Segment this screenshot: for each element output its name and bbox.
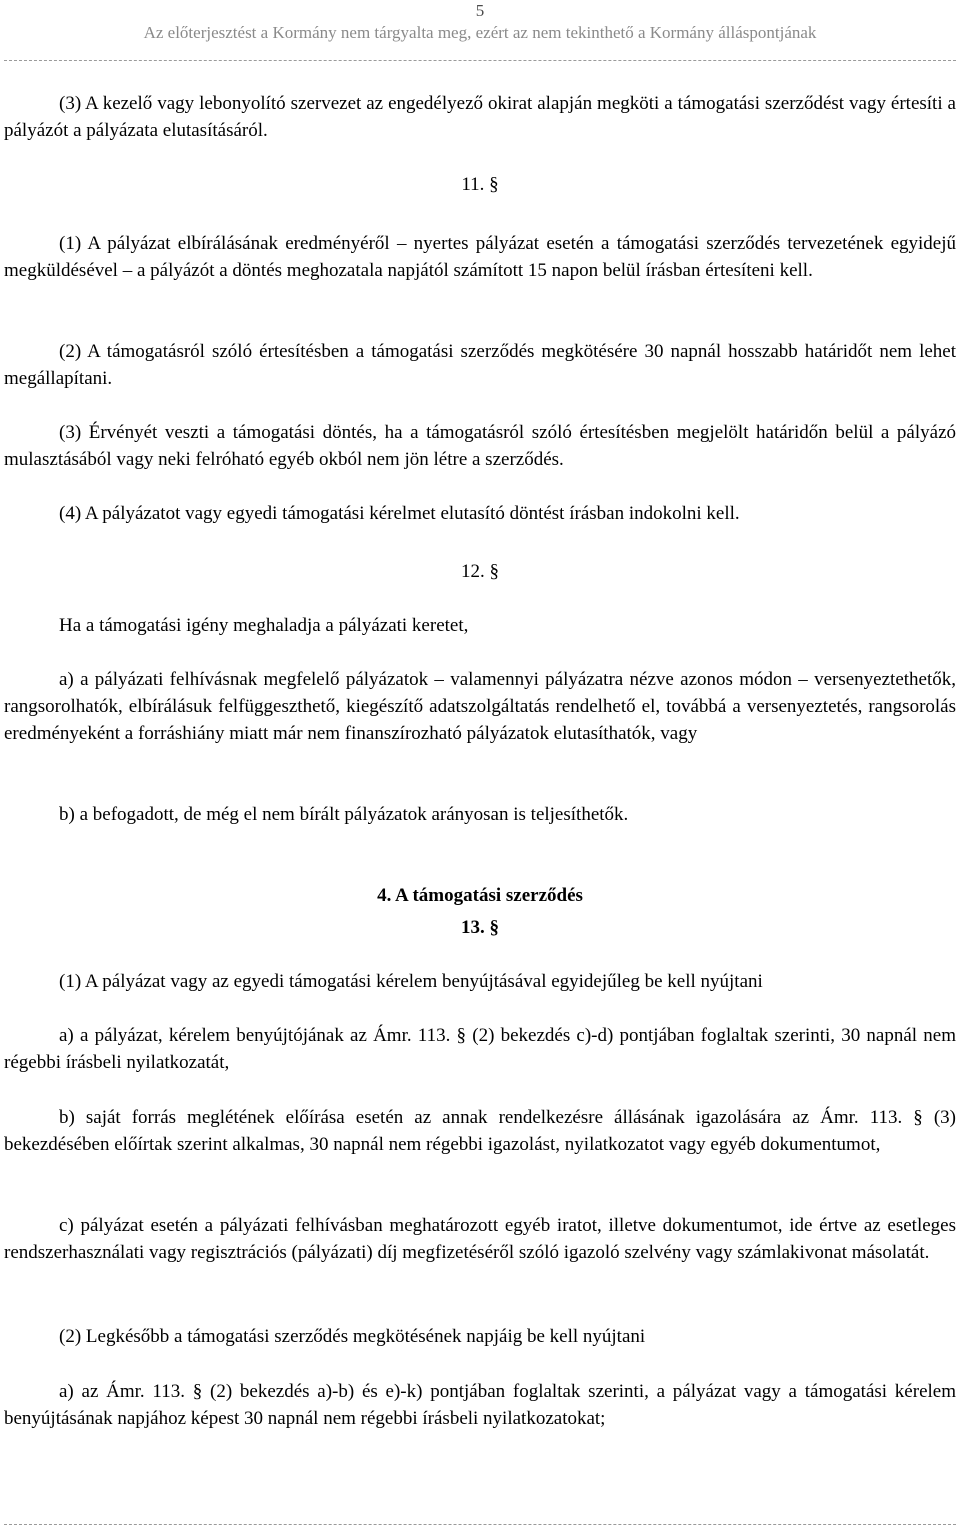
section-13-heading: 13. § bbox=[461, 917, 499, 938]
paragraph-13-2-a: a) az Ámr. 113. § (2) bekezdés a)-b) és e)-k) pontjában foglaltak szerinti, a pályázat vagy a támogatási kérelem benyújtásának napjához képest 30 napnál nem régebbi írásbeli nyilatkozatokat; bbox=[4, 1381, 956, 1429]
section-12-heading: 12. § bbox=[461, 561, 499, 582]
paragraph-12-intro: Ha a támogatási igény meghaladja a pályázati keretet, bbox=[59, 615, 469, 636]
page-number: 5 bbox=[475, 1, 485, 20]
header-rule bbox=[4, 60, 956, 61]
paragraph-13-1-c: c) pályázat esetén a pályázati felhívásban meghatározott egyéb iratot, illetve dokumentumot, ide értve az esetleges rendszerhasználati vagy regisztrációs (pályázati) díj megfizetéséről szóló igazoló szelvény vagy számlakivonat másolatát. bbox=[4, 1215, 956, 1263]
chapter-4-title: 4. A támogatási szerződés bbox=[377, 885, 583, 906]
paragraph-12-a: a) a pályázati felhívásnak megfelelő pályázatok ‒ valamennyi pályázatra nézve azonos módon ‒ versenyeztethetők, rangsorolhatók, elbírálásuk felfüggeszthető, kiegészítő adatszolgáltatás rendelhető el, továbbá a versenyeztetés, rangsorolás eredményeként a forráshiány miatt már nem finanszírozható pályázatok elutasíthatók, vagy bbox=[4, 669, 956, 744]
paragraph-12-b: b) a befogadott, de még el nem bírált pályázatok arányosan is teljesíthetők. bbox=[59, 804, 629, 825]
section-11-heading: 11. § bbox=[461, 174, 499, 195]
paragraph-13-2: (2) Legkésőbb a támogatási szerződés megkötésének napjáig be kell nyújtani bbox=[59, 1326, 646, 1347]
paragraph-13-1: (1) A pályázat vagy az egyedi támogatási kérelem benyújtásával egyidejűleg be kell nyújtani bbox=[59, 971, 763, 992]
running-header: Az előterjesztést a Kormány nem tárgyalta meg, ezért az nem tekinthető a Kormány álláspontjának bbox=[143, 23, 817, 42]
paragraph-11-1: (1) A pályázat elbírálásának eredményéről ‒ nyertes pályázat esetén a támogatási szerződés tervezetének egyidejű megküldésével ‒ a pályázót a döntés meghozatala napjától számított 15 napon belül írásban értesíteni kell. bbox=[4, 233, 956, 281]
paragraph-11-3: (3) Érvényét veszti a támogatási döntés, ha a támogatásról szóló értesítésben megjelölt határidőn belül a pályázó mulasztásából vagy neki felróható egyéb okból nem jön létre a szerződés. bbox=[4, 422, 956, 470]
footer-rule bbox=[4, 1524, 956, 1525]
paragraph-10-3: (3) A kezelő vagy lebonyolító szervezet az engedélyező okirat alapján megköti a támogatási szerződést vagy értesíti a pályázót a pályázata elutasításáról. bbox=[4, 93, 956, 141]
paragraph-11-4: (4) A pályázatot vagy egyedi támogatási kérelmet elutasító döntést írásban indokolni kell. bbox=[59, 503, 740, 524]
paragraph-13-1-a: a) a pályázat, kérelem benyújtójának az Ámr. 113. § (2) bekezdés c)-d) pontjában foglaltak szerinti, 30 napnál nem régebbi írásbeli nyilatkozatát, bbox=[4, 1025, 956, 1073]
paragraph-13-1-b: b) saját forrás meglétének előírása esetén az annak rendelkezésre állásának igazolására az Ámr. 113. § (3) bekezdésében előírtak szerint alkalmas, 30 napnál nem régebbi igazolást, nyilatkozatot vagy egyéb dokumentumot, bbox=[4, 1107, 956, 1155]
paragraph-11-2: (2) A támogatásról szóló értesítésben a támogatási szerződés megkötésére 30 napnál hosszabb határidőt nem lehet megállapítani. bbox=[4, 341, 956, 389]
